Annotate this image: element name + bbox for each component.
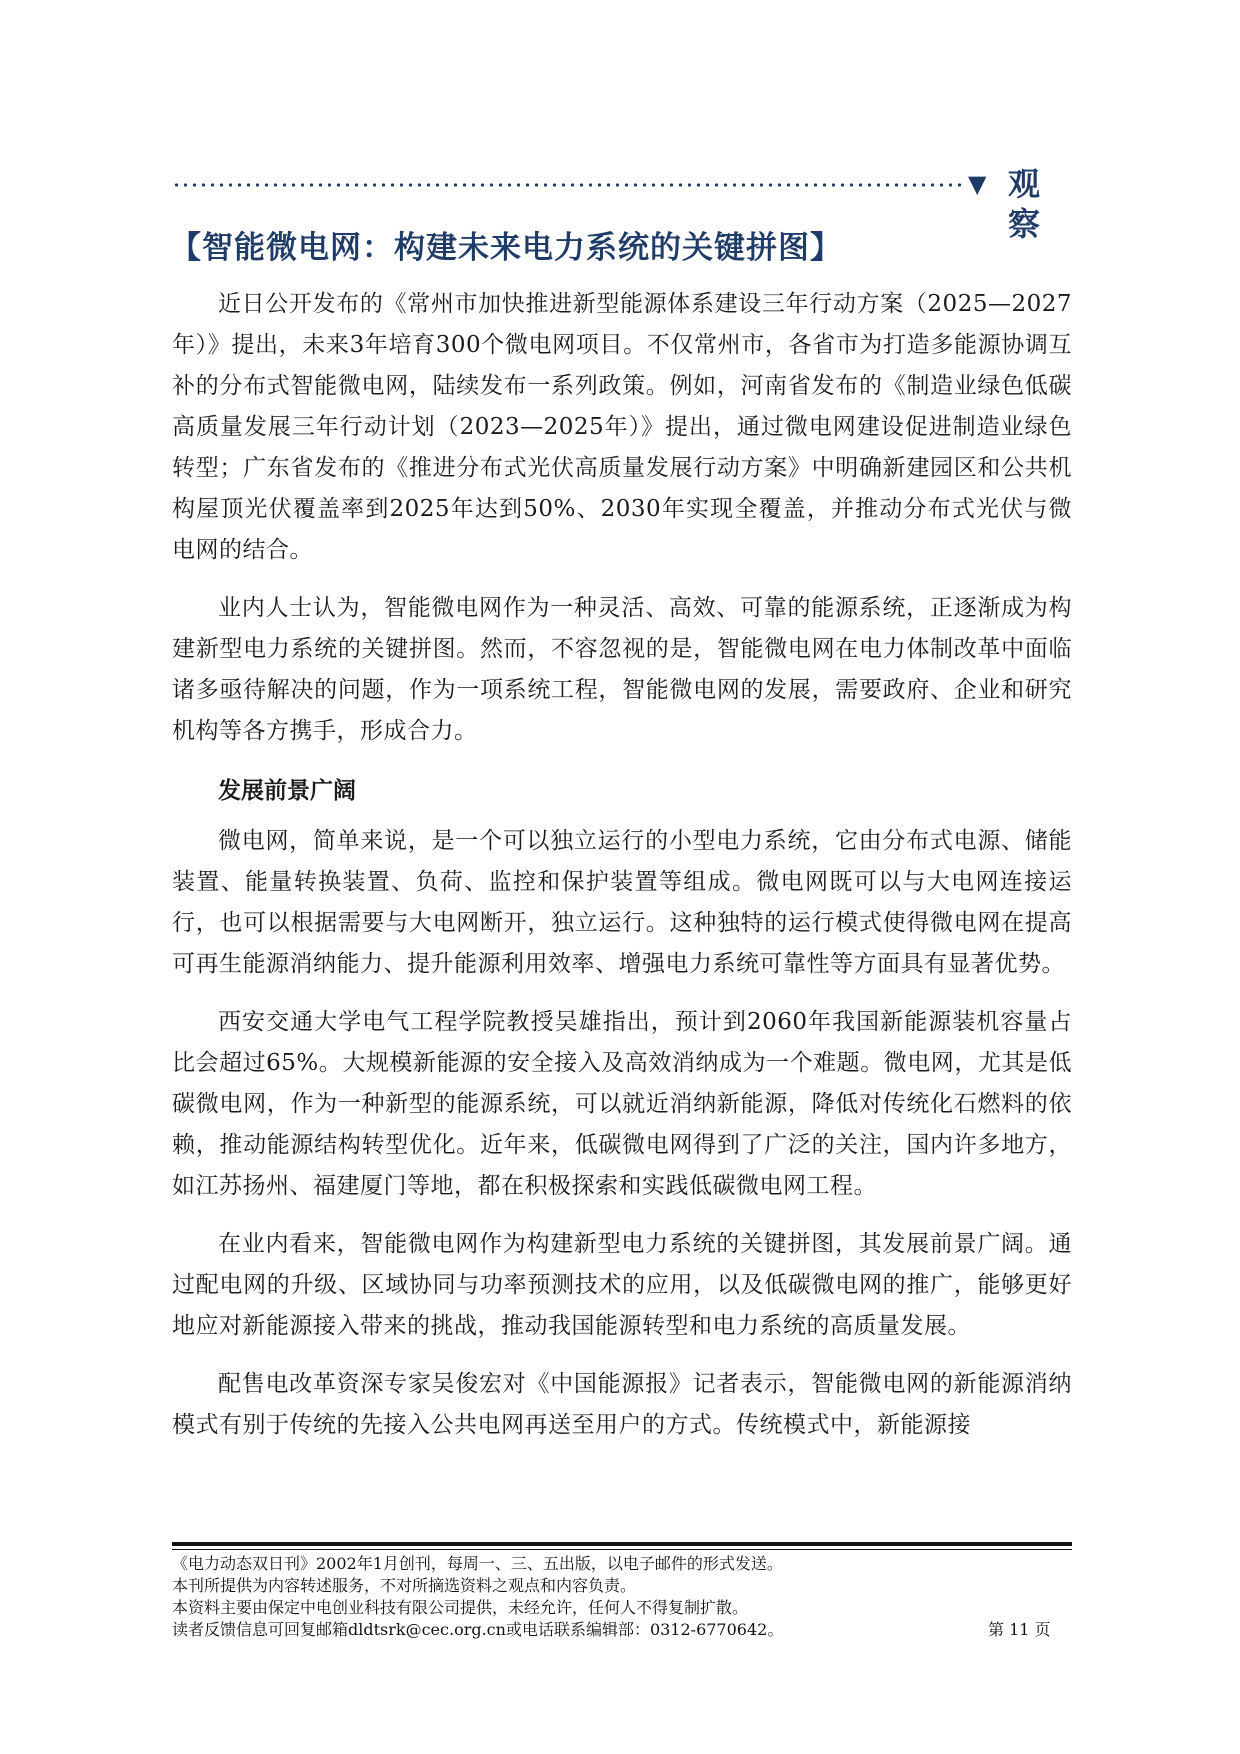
footer-divider (172, 1542, 1072, 1546)
footer-line: 读者反馈信息可回复邮箱dldtsrk@cec.org.cn或电话联系编辑部：0312-6770642。 (172, 1620, 784, 1639)
paragraph: 西安交通大学电气工程学院教授吴雄指出，预计到2060年我国新能源装机容量占比会超过65%。大规模新能源的安全接入及高效消纳成为一个难题。微电网，尤其是低碳微电网，作为一种新型的能源系统，可以就近消纳新能源，降低对传统化石燃料的依赖，推动能源结构转型优化。近年来，低碳微电网得到了广泛的关注，国内许多地方，如江苏扬州、福建厦门等地，都在积极探索和实践低碳微电网工程。 (172, 1009, 1072, 1199)
page-number: 第 11 页 (988, 1620, 1051, 1639)
footer-notes (172, 1553, 1072, 1641)
subheading: 发展前景广阔 (218, 778, 356, 804)
paragraph: 在业内看来，智能微电网作为构建新型电力系统的关键拼图，其发展前景广阔。通过配电网的升级、区域协同与功率预测技术的应用，以及低碳微电网的推广，能够更好地应对新能源接入带来的挑战，推动我国能源转型和电力系统的高质量发展。 (172, 1231, 1072, 1339)
triangle-down-icon: ▼ (968, 170, 987, 198)
section-header (172, 164, 1072, 243)
paragraph: 近日公开发布的《常州市加快推进新型能源体系建设三年行动方案（2025—2027年）》提出，未来3年培育300个微电网项目。不仅常州市，各省市为打造多能源协调互补的分布式智能微电网，陆续发布一系列政策。例如，河南省发布的《制造业绿色低碳高质量发展三年行动计划（2023—2025年）》提出，通过微电网建设促进制造业绿色转型；广东省发布的《推进分布式光伏高质量发展行动方案》中明确新建园区和公共机构屋顶光伏覆盖率到2025年达到50%、2030年实现全覆盖，并推动分布式光伏与微电网的结合。 (172, 291, 1072, 563)
article-title: 【智能微电网：构建未来电力系统的关键拼图】 (170, 230, 842, 266)
footer-line: 本刊所提供为内容转述服务，不对所摘选资料之观点和内容负责。 (172, 1576, 637, 1595)
footer-line: 《电力动态双日刊》2002年1月创刊，每周一、三、五出版，以电子邮件的形式发送。 (172, 1554, 783, 1573)
article-body (172, 284, 1072, 1463)
section-title: 观察 (1008, 165, 1043, 243)
footer-divider-thin (172, 1549, 1072, 1550)
dotted-divider (172, 182, 962, 188)
paragraph: 配售电改革资深专家吴俊宏对《中国能源报》记者表示，智能微电网的新能源消纳模式有别于传统的先接入公共电网再送至用户的方式。传统模式中，新能源接 (172, 1371, 1072, 1438)
footer-line: 本资料主要由保定中电创业科技有限公司提供，未经允许，任何人不得复制扩散。 (172, 1598, 749, 1617)
paragraph: 业内人士认为，智能微电网作为一种灵活、高效、可靠的能源系统，正逐渐成为构建新型电力系统的关键拼图。然而，不容忽视的是，智能微电网在电力体制改革中面临诸多亟待解决的问题，作为一项系统工程，智能微电网的发展，需要政府、企业和研究机构等各方携手，形成合力。 (172, 595, 1072, 744)
paragraph: 微电网，简单来说，是一个可以独立运行的小型电力系统，它由分布式电源、储能装置、能量转换装置、负荷、监控和保护装置等组成。微电网既可以与大电网连接运行，也可以根据需要与大电网断开，独立运行。这种独特的运行模式使得微电网在提高可再生能源消纳能力、提升能源利用效率、增强电力系统可靠性等方面具有显著优势。 (172, 828, 1072, 977)
